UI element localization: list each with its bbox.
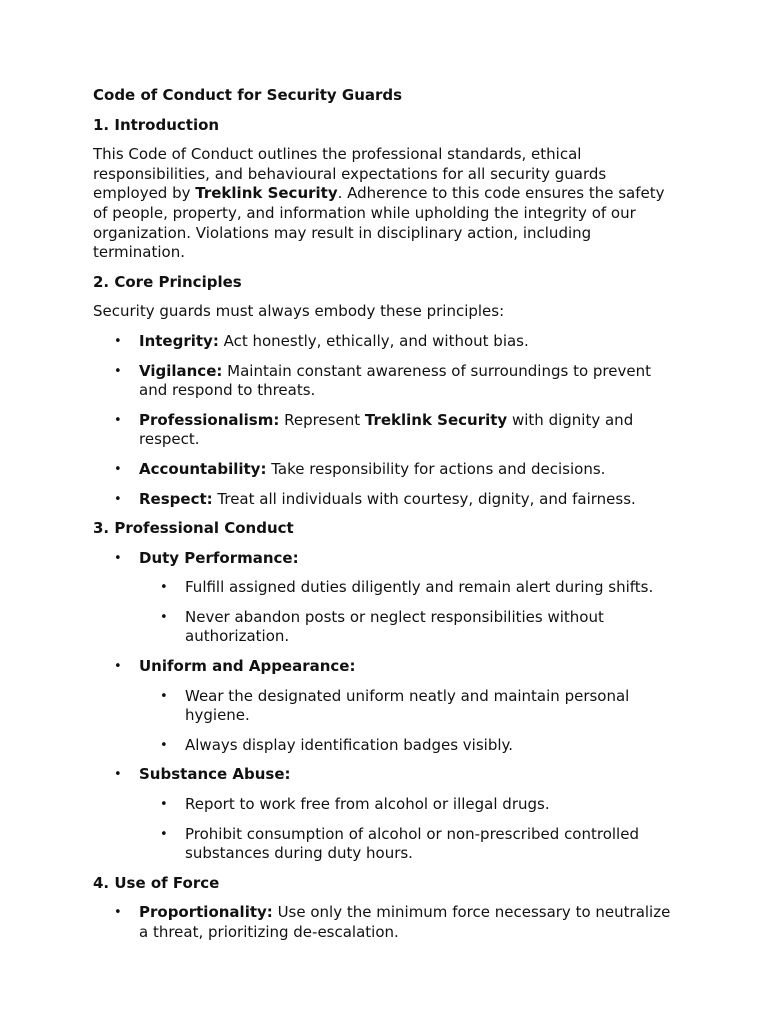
list-item-respect — [114, 489, 683, 510]
uniform-appearance-sublist — [139, 687, 683, 756]
principle-text: Act honestly, ethically, and without bias. — [218, 331, 529, 350]
bullet-icon: • — [114, 659, 122, 675]
sublist-item — [160, 824, 683, 864]
company-name: Treklink Security — [195, 184, 338, 203]
principle-text-start: Represent — [279, 410, 365, 429]
principle-label: Respect: — [139, 489, 213, 508]
sublist-item — [160, 607, 683, 647]
list-item-uniform-appearance — [114, 657, 683, 755]
section-heading-use-of-force: 4. Use of Force — [93, 873, 220, 892]
force-text: Use only the minimum force necessary to neutralize a threat, prioritizing de-escalation. — [139, 903, 671, 941]
sublist-item-text: Wear the designated uniform neatly and maintain personal hygiene. — [185, 686, 630, 725]
list-item-professionalism — [114, 410, 683, 450]
sublist-item — [160, 686, 683, 726]
sublist-item-text: Always display identification badges visibly. — [185, 735, 514, 754]
bullet-icon: • — [160, 797, 168, 813]
sublist-item — [160, 578, 683, 598]
section-heading-professional-conduct: 3. Professional Conduct — [93, 519, 294, 538]
bullet-icon: • — [160, 688, 168, 704]
sublist-item — [160, 735, 683, 756]
duty-performance-sublist — [139, 578, 683, 647]
sublist-item — [160, 795, 683, 815]
bullet-icon: • — [114, 461, 122, 477]
introduction-paragraph — [93, 145, 683, 263]
sublist-item-text: Never abandon posts or neglect responsibilities without authorization. — [185, 607, 604, 646]
bullet-icon: • — [160, 609, 168, 625]
substance-abuse-sublist — [139, 795, 683, 864]
principle-label: Vigilance: — [139, 361, 223, 380]
company-name: Treklink Security — [364, 410, 508, 429]
list-item-vigilance — [114, 361, 683, 401]
conduct-group-label: Substance Abuse: — [139, 765, 291, 784]
bullet-icon: • — [114, 363, 122, 379]
bullet-icon: • — [114, 550, 122, 566]
bullet-icon: • — [114, 412, 122, 428]
list-item-duty-performance — [114, 548, 683, 647]
principle-label: Integrity: — [139, 331, 219, 350]
bullet-icon: • — [114, 333, 122, 349]
introduction-text-end: . Adherence to this code ensures the safety of people, property, and information while upholding the integrity of our organization. Violations may result in disciplinary action, including termination. — [93, 184, 665, 262]
principle-label: Professionalism: — [139, 410, 280, 429]
sublist-item-text: Prohibit consumption of alcohol or non-prescribed controlled substances during duty hours. — [185, 824, 639, 863]
bullet-icon: • — [114, 905, 122, 921]
core-principles-list — [93, 332, 683, 509]
list-item-integrity — [114, 331, 683, 352]
use-of-force-list — [93, 903, 683, 942]
section-heading-introduction: 1. Introduction — [93, 115, 220, 134]
principle-text-end: with dignity and respect. — [139, 410, 634, 449]
sublist-item-text: Report to work free from alcohol or illegal drugs. — [185, 795, 550, 814]
core-principles-lead: Security guards must always embody these principles: — [93, 302, 505, 321]
conduct-group-label: Duty Performance: — [139, 548, 299, 567]
bullet-icon: • — [114, 767, 122, 783]
document-title: Code of Conduct for Security Guards — [93, 86, 403, 104]
bullet-icon: • — [114, 491, 122, 507]
force-label: Proportionality: — [139, 903, 273, 922]
section-heading-core-principles: 2. Core Principles — [93, 272, 242, 291]
principle-text: Take responsibility for actions and decisions. — [266, 459, 606, 478]
bullet-icon: • — [160, 580, 168, 596]
document-page — [93, 86, 683, 953]
bullet-icon: • — [160, 737, 168, 753]
principle-text: Treat all individuals with courtesy, dignity, and fairness. — [212, 489, 636, 508]
conduct-group-label: Uniform and Appearance: — [139, 657, 356, 676]
principle-text: Maintain constant awareness of surroundings to prevent and respond to threats. — [139, 361, 651, 400]
introduction-text-start: This Code of Conduct outlines the professional standards, ethical responsibilities, and behavioural expectations for all security guards employed by — [93, 145, 607, 203]
list-item-proportionality — [114, 903, 683, 942]
sublist-item-text: Fulfill assigned duties diligently and remain alert during shifts. — [185, 578, 654, 597]
professional-conduct-list — [93, 549, 683, 864]
list-item-accountability — [114, 459, 683, 480]
principle-label: Accountability: — [139, 459, 267, 478]
bullet-icon: • — [160, 826, 168, 842]
list-item-substance-abuse — [114, 765, 683, 863]
